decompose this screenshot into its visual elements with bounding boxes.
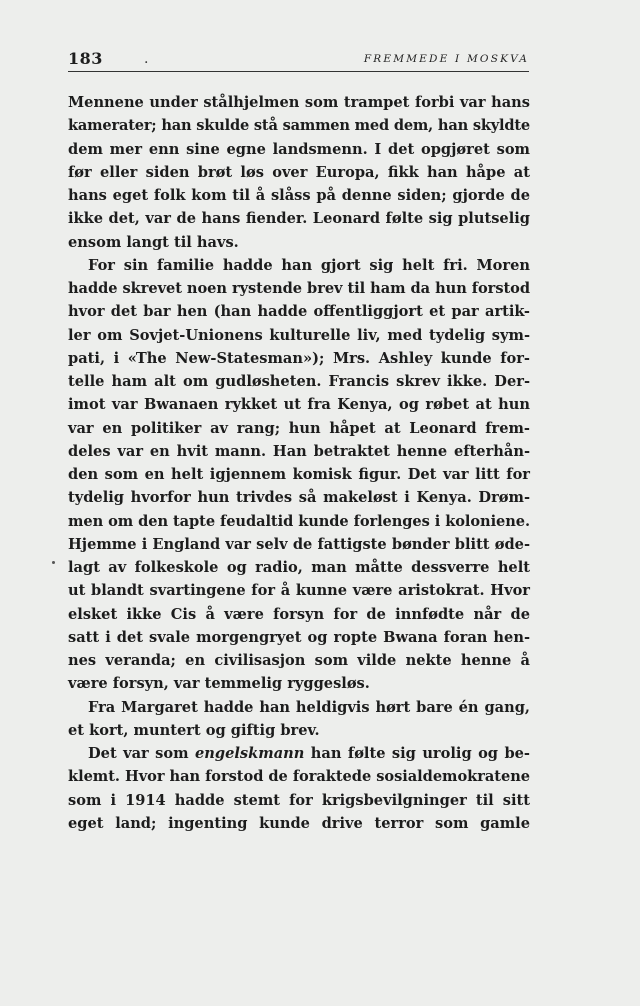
text-line: satt i det svale morgengryet og ropte Bwana foran hen- xyxy=(68,628,530,646)
margin-speck xyxy=(52,561,55,564)
text-line: men om den tapte feudaltid kunde forlenges i koloniene. xyxy=(68,512,530,530)
text-line: nes veranda; en civilisasjon som vilde nekte henne å xyxy=(68,652,530,669)
text-line: den som en helt igjennem komisk figur. Det var litt for xyxy=(68,466,530,483)
line-text-after: han følte sig urolig og be- xyxy=(304,745,530,762)
page-header xyxy=(68,49,529,72)
page-number: 183 xyxy=(68,49,103,68)
text-line: pati, i «The New-Statesman»); Mrs. Ashley kunde for- xyxy=(68,349,530,367)
text-line: ut blandt svartingene for å kunne være aristokrat. Hvor xyxy=(68,582,530,600)
text-line: ikke det, var de hans fiender. Leonard følte sig plutselig xyxy=(68,210,530,228)
text-line: eget land; ingenting kunde drive terror som gamle xyxy=(68,814,530,832)
text-line: før eller siden brøt løs over Europa, fikk han håpe at xyxy=(68,163,530,181)
text-line: være forsyn, var temmelig ryggesløs. xyxy=(68,675,370,693)
text-line: kamerater; han skulde stå sammen med dem, han skyldte xyxy=(68,117,530,135)
text-line: dem mer enn sine egne landsmenn. I det opgjøret som xyxy=(68,140,530,158)
text-line: Hjemme i England var selv de fattigste bønder blitt øde- xyxy=(68,535,530,553)
text-line: hvor det bar hen (han hadde offentliggjort et par artik- xyxy=(68,303,530,321)
text-line: Mennene under stålhjelmen som trampet forbi var hans xyxy=(68,94,530,111)
text-line-emphasis xyxy=(68,742,530,765)
text-line: som i 1914 hadde stemt for krigsbevilgninger til sitt xyxy=(68,791,530,809)
text-line: klemt. Hvor han forstod de foraktede sosialdemokratene xyxy=(68,768,530,786)
text-line: imot var Bwanaen rykket ut fra Kenya, og røbet at hun xyxy=(68,396,530,414)
body-text xyxy=(68,91,530,835)
text-line: hans eget folk kom til å slåss på denne siden; gjorde de xyxy=(68,187,530,204)
text-line: deles var en hvit mann. Han betraktet henne efterhån- xyxy=(68,442,530,460)
text-line: var en politiker av rang; hun håpet at Leonard frem- xyxy=(68,419,530,437)
text-line: ensom langt til havs. xyxy=(68,233,239,251)
line-text-before: Det var som xyxy=(88,745,195,762)
text-line: ler om Sovjet-Unionens kulturelle liv, med tydelig sym- xyxy=(68,326,530,344)
text-line: et kort, muntert og giftig brev. xyxy=(68,721,320,739)
header-separator: . xyxy=(144,51,149,67)
text-line: Fra Margaret hadde han heldigvis hørt bare én gang, xyxy=(88,698,530,716)
text-line: hadde skrevet noen rystende brev til ham da hun forstod xyxy=(68,280,530,297)
running-head: FREMMEDE I MOSKVA xyxy=(363,53,529,65)
italic-word: engelskmann xyxy=(195,745,305,762)
text-line: tydelig hvorfor hun trivdes så makeløst i Kenya. Drøm- xyxy=(68,489,530,507)
text-line: lagt av folkeskole og radio, man måtte dessverre helt xyxy=(68,559,530,576)
text-line: elsket ikke Cis å være forsyn for de innfødte når de xyxy=(68,605,530,623)
text-line: telle ham alt om gudløsheten. Francis skrev ikke. Der- xyxy=(68,373,530,390)
text-line: For sin familie hadde han gjort sig helt fri. Moren xyxy=(88,256,530,274)
